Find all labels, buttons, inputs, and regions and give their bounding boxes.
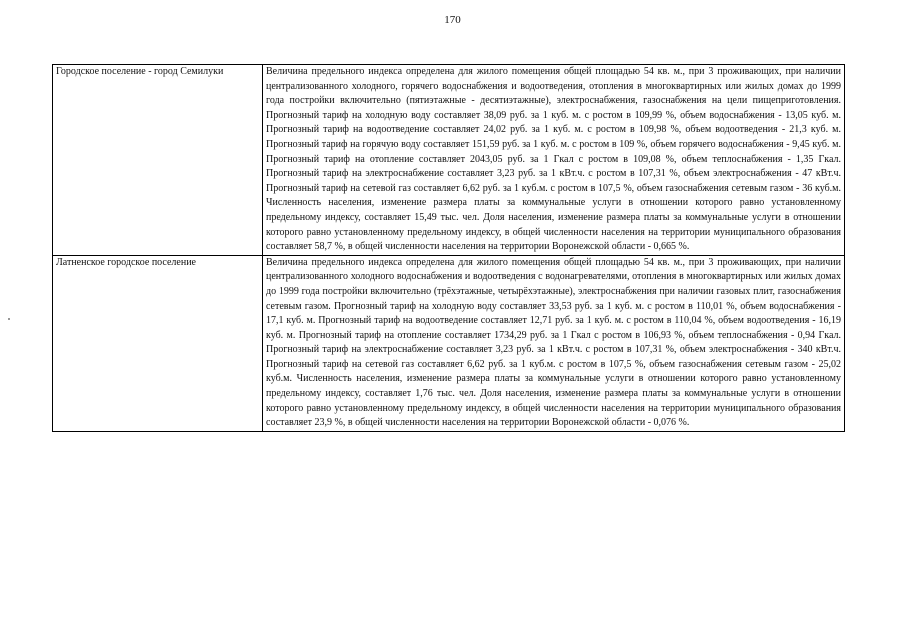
table-row [53, 65, 845, 256]
municipality-name: Латненское городское поселение [53, 255, 263, 431]
table-row [53, 255, 845, 431]
scan-margin-mark [8, 318, 10, 320]
municipal-index-table [52, 64, 845, 432]
municipality-name: Городское поселение - город Семилуки [53, 65, 263, 256]
page-number: 170 [444, 14, 461, 26]
index-description: Величина предельного индекса определена для жилого помещения общей площадью 54 кв. м., при 3 проживающих, при наличии централизованного холодного, горячего водоснабжения и водоотведения, отопления в многоквартирных или жилых домах до 1999 года постройки включительно (пятиэтажные - десятиэтажные), электроснабжения, газоснабжения на цели пищеприготовления. Прогнозный тариф на холодную воду составляет 38,09 руб. за 1 куб. м. с ростом в 109,99 %, объем водоснабжения - 13,05 куб. м. Прогнозный тариф на водоотведение составляет 24,02 руб. за 1 куб. м. с ростом в 109,98 %, объем водоотведения - 21,3 куб. м. Прогнозный тариф на горячую воду составляет 151,59 руб. за 1 куб. м. с ростом в 109 %, объем горячего водоснабжения - 9,45 куб. м. Прогнозный тариф на отопление составляет 2043,05 руб. за 1 Гкал с ростом в 109,08 %, объем теплоснабжения - 1,35 Гкал. Прогнозный тариф на электроснабжение составляет 3,23 руб. за 1 кВт.ч. с ростом в 107,31 %, объем электроснабжения - 47 кВт.ч. Прогнозный тариф на сетевой газ составляет 6,62 руб. за 1 куб.м. с ростом в 107,5 %, объем газоснабжения сетевым газом - 36 куб.м. Численность населения, изменение размера платы за коммунальные услуги в отношении которого равно установленному предельному индексу, составляет 15,49 тыс. чел. Доля населения, изменение размера платы за коммунальные услуги в отношении которого равно установленному предельному индексу, в общей численности населения на территории муниципального образования составляет 58,7 %, в общей численности населения на территории Воронежской области - 0,665 %. [263, 65, 845, 256]
index-description: Величина предельного индекса определена для жилого помещения общей площадью 54 кв. м., при 3 проживающих, при наличии централизованного холодного водоснабжения и водоотведения с водонагревателями, отопления в многоквартирных или жилых домах до 1999 года постройки включительно (трёхэтажные, четырёхэтажные), электроснабжения при наличии газовых плит, газоснабжения сетевым газом. Прогнозный тариф на холодную воду составляет 33,53 руб. за 1 куб. м. с ростом в 110,01 %, объем водоснабжения - 17,1 куб. м. Прогнозный тариф на водоотведение составляет 12,71 руб. за 1 куб. м. с ростом в 110,04 %, объем водоотведения - 16,19 куб. м. Прогнозный тариф на отопление составляет 1734,29 руб. за 1 Гкал с ростом в 106,93 %, объем теплоснабжения - 0,94 Гкал. Прогнозный тариф на электроснабжение составляет 3,23 руб. за 1 кВт.ч. с ростом в 107,31 %, объем электроснабжения - 340 кВт.ч. Прогнозный тариф на сетевой газ составляет 6,62 руб. за 1 куб.м. с ростом в 107,5 %, объем газоснабжения сетевым газом - 25,02 куб.м. Численность населения, изменение размера платы за коммунальные услуги в отношении которого равно установленному предельному индексу, составляет 1,76 тыс. чел. Доля населения, изменение размера платы за коммунальные услуги в отношении которого равно установленному предельному индексу, в общей численности населения на территории муниципального образования составляет 23,9 %, в общей численности населения на территории Воронежской области - 0,076 %. [263, 255, 845, 431]
